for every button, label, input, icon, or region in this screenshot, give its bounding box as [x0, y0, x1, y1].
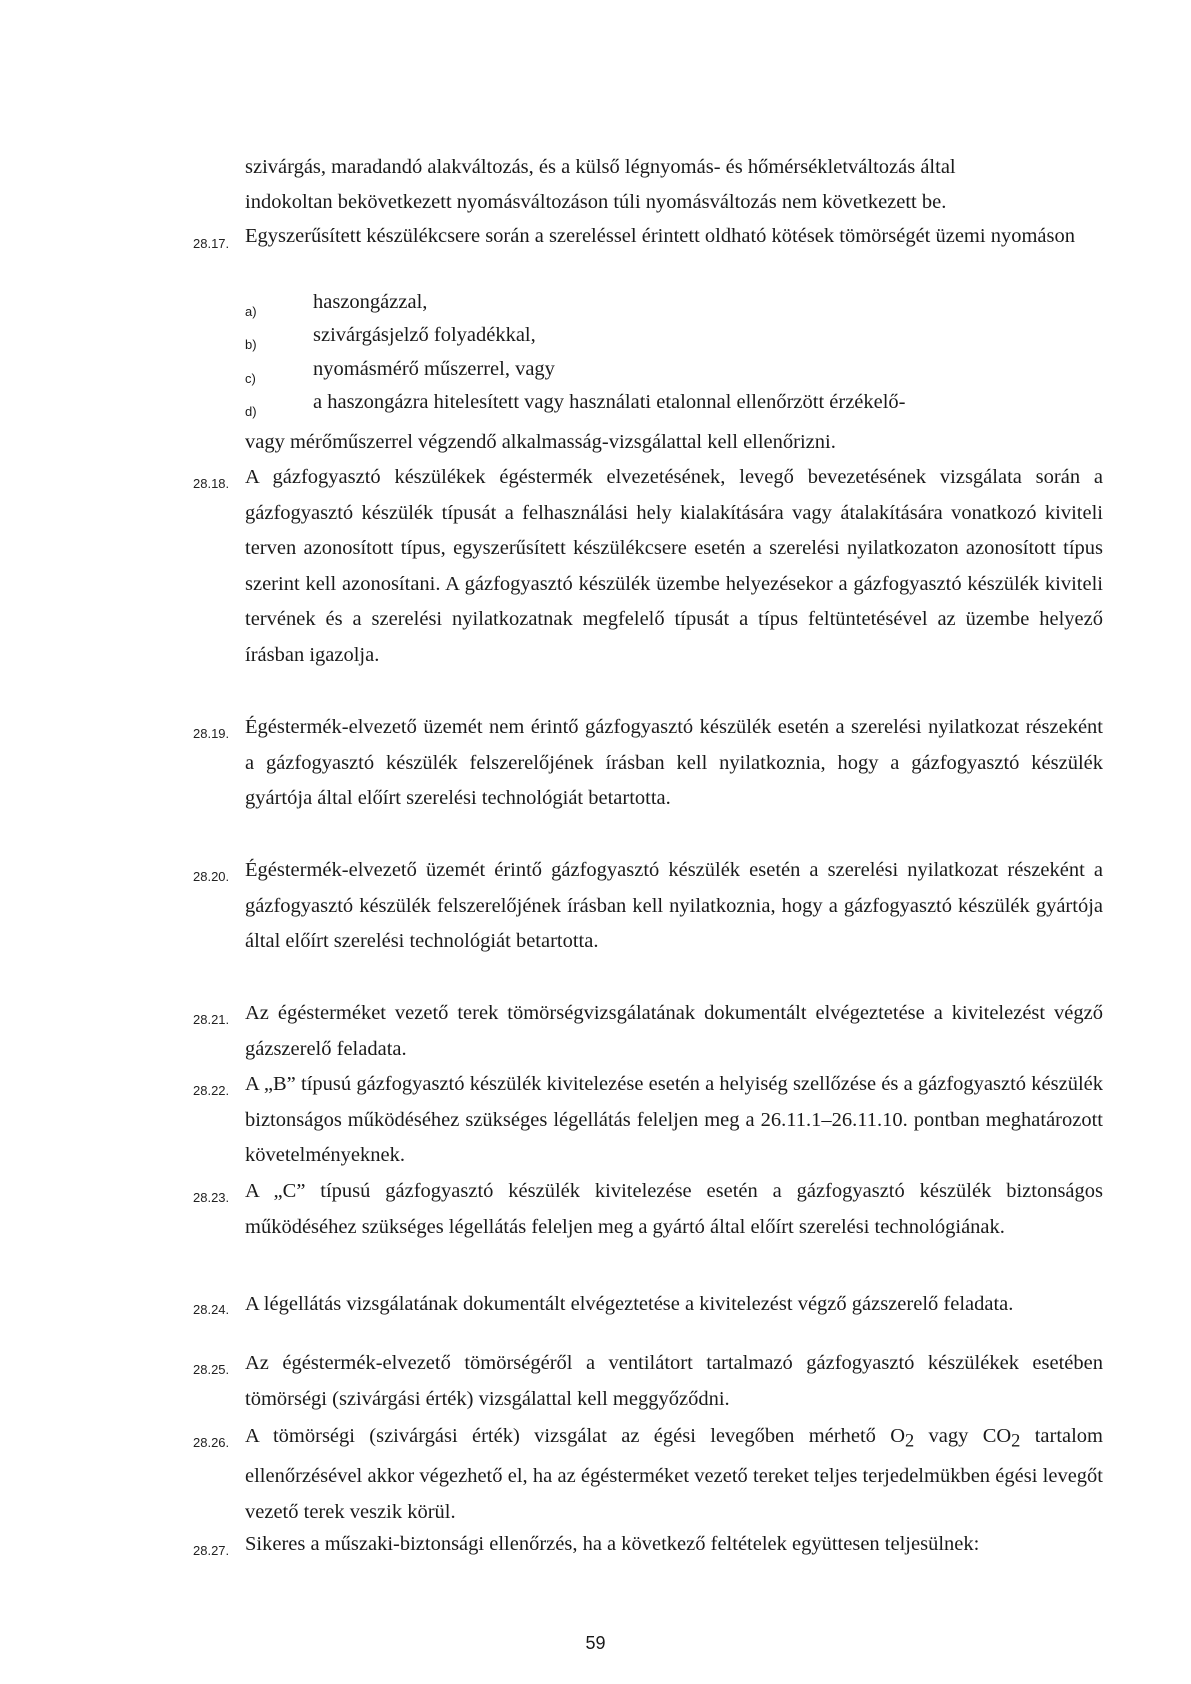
list-item-text: haszongázzal,	[313, 291, 428, 313]
section-28-24-text: A légellátás vizsgálatának dokumentált elvégeztetése a kivitelezést végző gázszerelő feladata.	[245, 1293, 1014, 1315]
section-number-28-21: 28.21.	[193, 1012, 230, 1027]
section-28-17-tail: vagy mérőműszerrel végzendő alkalmasság-vizsgálattal kell ellenőrizni.	[245, 431, 836, 453]
section-28-22-text: A „B” típusú gázfogyasztó készülék kivitelezése esetén a helyiség szellőzése és a gázfogyasztó készülék biztonságos működéséhez szükséges légellátás feleljen meg a 26.11.1–26.11.10. pontban meghatározott követelményeknek.	[245, 1073, 1103, 1166]
section-number-28-24: 28.24.	[193, 1302, 230, 1317]
section-28-25-text: Az égéstermék-elvezető tömörségéről a ventilátort tartalmazó gázfogyasztó készülékek esetében tömörségi (szivárgási érték) vizsgálattal kell meggyőződni.	[245, 1352, 1103, 1410]
section-number-28-20: 28.20.	[193, 869, 230, 884]
section-number-28-23: 28.23.	[193, 1190, 230, 1205]
section-number-28-22: 28.22.	[193, 1083, 230, 1098]
text-run: A tömörségi (szivárgási érték) vizsgálat az égési levegőben mérhető O	[245, 1425, 906, 1447]
section-28-26-text	[245, 1419, 1103, 1530]
list-item-text: szivárgásjelző folyadékkal,	[313, 324, 536, 346]
list-item-text: a haszongázra hitelesített vagy használati etalonnal ellenőrzött érzékelő-	[313, 391, 906, 413]
text-run: tartalom ellenőrzésével akkor végezhető el, ha az égésterméket vezető tereket teljes terjedelmükben égési levegőt vezető terek veszik körül.	[245, 1425, 1104, 1523]
section-28-20-text: Égéstermék-elvezető üzemét érintő gázfogyasztó készülék esetén a szerelési nyilatkozat részeként a gázfogyasztó készülék felszerelőjének írásban kell nyilatkoznia, hogy a gázfogyasztó készülék gyártója által előírt szerelési technológiát betartotta.	[245, 859, 1103, 952]
section-number-28-25: 28.25.	[193, 1362, 230, 1377]
page-number: 59	[585, 1633, 606, 1653]
section-28-21-text: Az égésterméket vezető terek tömörségvizsgálatának dokumentált elvégeztetése a kivitelezést végző gázszerelő feladata.	[245, 1002, 1103, 1060]
section-number-28-17: 28.17.	[193, 236, 230, 251]
section-28-23-text: A „C” típusú gázfogyasztó készülék kivitelezése esetén a gázfogyasztó készülék biztonságos működéséhez szükséges légellátás feleljen meg a gyártó által előírt szerelési technológiának.	[245, 1180, 1103, 1238]
intro-line-1: szivárgás, maradandó alakváltozás, és a külső légnyomás- és hőmérsékletváltozás által	[245, 156, 956, 178]
intro-line-2: indokoltan bekövetkezett nyomásváltozáson túli nyomásváltozás nem következett be.	[245, 191, 947, 213]
section-28-27-text: Sikeres a műszaki-biztonsági ellenőrzés, ha a következő feltételek együttesen teljesülnek:	[245, 1533, 980, 1555]
list-item-label: a)	[245, 304, 257, 319]
section-number-28-18: 28.18.	[193, 476, 230, 491]
section-number-28-19: 28.19.	[193, 726, 230, 741]
list-item-label: b)	[245, 337, 257, 352]
text-run: vagy CO	[914, 1425, 1012, 1447]
section-28-19-text: Égéstermék-elvezető üzemét nem érintő gázfogyasztó készülék esetén a szerelési nyilatkozat részeként a gázfogyasztó készülék felszerelőjének írásban kell nyilatkoznia, hogy a gázfogyasztó készülék gyártója által előírt szerelési technológiát betartotta.	[245, 716, 1103, 809]
section-number-28-27: 28.27.	[193, 1543, 230, 1558]
section-28-17-text: Egyszerűsített készülékcsere során a szereléssel érintett oldható kötések tömörségét üzemi nyomáson	[245, 225, 1075, 247]
section-28-18-text: A gázfogyasztó készülékek égéstermék elvezetésének, levegő bevezetésének vizsgálata során a gázfogyasztó készülék típusát a felhasználási hely kialakítására vagy átalakítására vonatkozó kiviteli terven azonosított típus, egyszerűsített készülékcsere esetén a szerelési nyilatkozaton azonosított típus szerint kell azonosítani. A gázfogyasztó készülék üzembe helyezésekor a gázfogyasztó készülék kiviteli tervének és a szerelési nyilatkozatnak megfelelő típusát a típus feltüntetésével az üzembe helyező írásban igazolja.	[245, 466, 1103, 666]
subscript: 2	[905, 1430, 915, 1451]
list-item-label: d)	[245, 404, 257, 419]
section-number-28-26: 28.26.	[193, 1435, 230, 1450]
subscript: 2	[1011, 1430, 1021, 1451]
list-item-text: nyomásmérő műszerrel, vagy	[313, 358, 555, 380]
list-item-label: c)	[245, 371, 256, 386]
